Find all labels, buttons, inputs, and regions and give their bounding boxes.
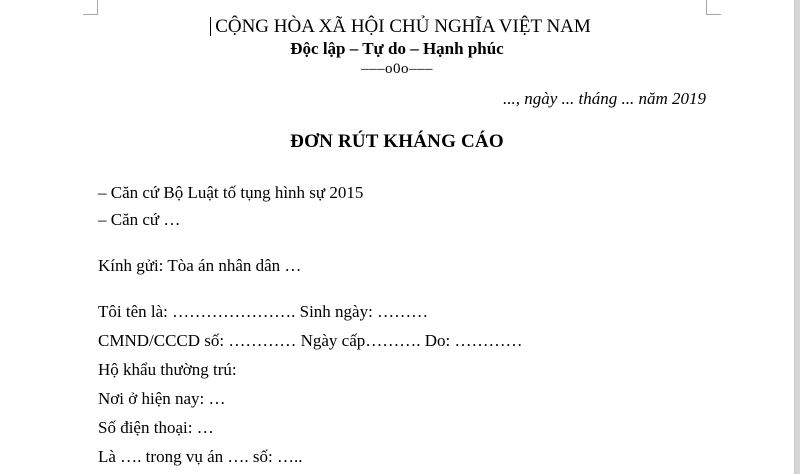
household-registration-line[interactable]: Hộ khẩu thường trú: [98,360,237,379]
legal-basis-line-2[interactable]: – Căn cứ … [98,210,181,229]
margin-corner-mark-right [706,0,721,15]
current-residence-line[interactable]: Nơi ở hiện nay: … [98,389,226,408]
header-divider[interactable]: –––o0o––– [361,61,433,77]
phone-number-line[interactable]: Số điện thoại: … [98,418,214,437]
document-title[interactable]: ĐƠN RÚT KHÁNG CÁO [290,131,504,152]
addressee-line[interactable]: Kính gửi: Tòa án nhân dân … [98,256,302,275]
national-title[interactable]: CỘNG HÒA XÃ HỘI CHỦ NGHĨA VIỆT NAM [215,16,591,37]
id-card-line[interactable]: CMND/CCCD số: ………… Ngày cấp………. Do: ………… [98,331,523,350]
national-motto[interactable]: Độc lập – Tự do – Hạnh phúc [290,39,504,58]
margin-corner-mark-left [83,0,98,15]
legal-basis-line-1[interactable]: – Căn cứ Bộ Luật tố tụng hình sự 2015 [98,183,364,202]
case-role-line[interactable]: Là …. trong vụ án …. số: ….. [98,447,303,466]
date-line[interactable]: ..., ngày ... tháng ... năm 2019 [502,89,706,108]
applicant-name-line[interactable]: Tôi tên là: …………………. Sinh ngày: ……… [98,302,429,321]
